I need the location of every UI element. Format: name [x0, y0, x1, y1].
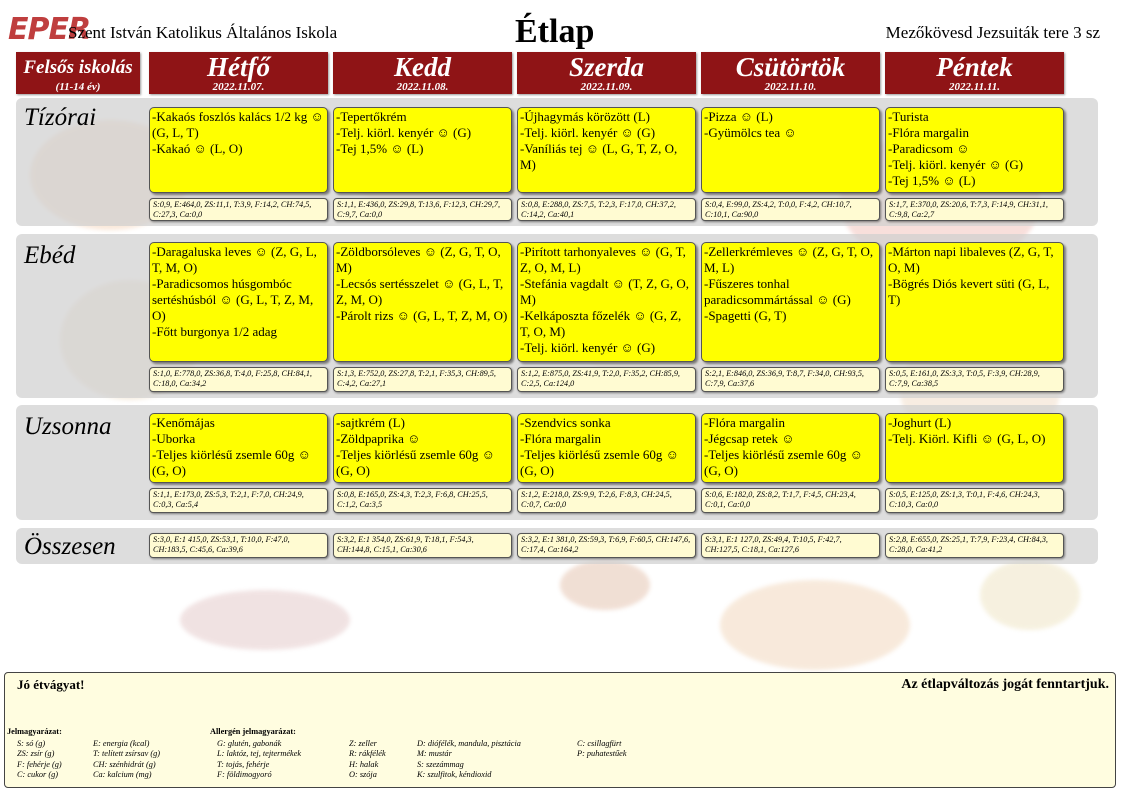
allergen-column: [577, 739, 627, 760]
totals-info: S:3,1, E:1 127,0, ZS:49,4, T:10,5, F:42,7, CH:127,5, C:18,1, Ca:127,6: [701, 533, 880, 558]
menu-item: -Telj. kiörl. kenyér ☺ (G): [888, 157, 1024, 172]
meal-label-ebed: Ebéd: [24, 242, 76, 269]
menu-cell: [149, 413, 328, 483]
menu-item: -Kenőmájas: [152, 415, 215, 430]
nutrition-info: S:0,8, E:165,0, ZS:4,3, T:2,3, F:6,8, CH:25,5, C:1,2, Ca:3,5: [333, 488, 512, 513]
day-name: Péntek: [936, 52, 1013, 82]
menu-item: -Zellerkrémleves ☺ (Z, G, T, O, M, L): [704, 244, 874, 275]
menu-item: -Pirított tarhonyaleves ☺ (G, T, Z, O, M, L): [520, 244, 686, 275]
nutrition-info: S:0,9, E:464,0, ZS:11,1, T:3,9, F:14,2, CH:74,5, C:27,3, Ca:0,0: [149, 198, 328, 221]
menu-item: -Flóra margalin: [888, 125, 969, 140]
legend-item: Ca: kalcium (mg): [93, 769, 152, 779]
menu-item: -Vaníliás tej ☺ (L, G, T, Z, O, M): [520, 141, 678, 172]
legend-item: S: só (g): [17, 739, 46, 748]
day-date: 2022.11.09.: [580, 81, 633, 93]
menu-item: -Paradicsom ☺: [888, 141, 970, 156]
menu-item: -Tepertőkrém: [336, 109, 407, 124]
menu-item: -Kakaós foszlós kalács 1/2 kg ☺ (G, L, T): [152, 109, 324, 140]
legend-title: Jelmagyarázat:: [7, 727, 62, 736]
day-header-thursday: [701, 52, 880, 94]
legend-item: F: fehérje (g): [17, 759, 62, 769]
allergen-column: [349, 739, 386, 780]
menu-item: -Párolt rizs ☺ (G, L, T, Z, M, O): [336, 308, 508, 323]
menu-cell: [885, 107, 1064, 193]
meal-label-uzsonna: Uzsonna: [24, 413, 112, 440]
menu-item: -Márton napi libaleves (Z, G, T, O, M): [888, 244, 1054, 275]
totals-info: S:3,2, E:1 381,0, ZS:59,3, T:6,9, F:60,5, CH:147,6, C:17,4, Ca:164,2: [517, 533, 696, 558]
day-header-monday: [149, 52, 328, 94]
meal-label-tizorai: Tízórai: [24, 104, 97, 131]
day-name: Csütörtök: [735, 52, 846, 82]
allergen-item: D: diófélék, mandula, pisztácia: [417, 739, 521, 748]
menu-item: -Jégcsap retek ☺: [704, 431, 795, 446]
day-date: 2022.11.11.: [948, 81, 1001, 93]
menu-item: -Gyümölcs tea ☺: [704, 125, 797, 140]
allergen-item: L: laktóz, tej, tejtermékek: [217, 749, 302, 759]
day-header-tuesday: [333, 52, 512, 94]
day-date: 2022.11.10.: [764, 81, 817, 93]
group-name: Felsős iskolás: [23, 57, 133, 78]
menu-cell: [333, 413, 512, 483]
menu-cell: [885, 413, 1064, 483]
legend-column: [93, 739, 160, 780]
menu-item: -Spagetti (G, T): [704, 308, 787, 323]
logo: EPER: [8, 12, 91, 47]
day-name: Hétfő: [207, 52, 270, 82]
menu-cell: [517, 413, 696, 483]
menu-item: -Teljes kiörlésű zsemle 60g ☺ (G, O): [336, 447, 495, 478]
legend-column: [17, 739, 62, 780]
legend-item: CH: szénhidrát (g): [93, 759, 156, 769]
nutrition-info: S:1,2, E:218,0, ZS:9,9, T:2,6, F:8,3, CH:24,5, C:0,7, Ca:0,0: [517, 488, 696, 513]
group-header: [16, 52, 140, 94]
menu-item: -Daragaluska leves ☺ (Z, G, L, T, M, O): [152, 244, 317, 275]
allergen-item: K: szulfitok, kéndioxid: [417, 769, 492, 779]
allergen-item: P: puhatestűek: [577, 749, 627, 759]
allergen-item: C: csillagfürt: [577, 739, 622, 748]
menu-item: -Zöldborsóleves ☺ (Z, G, T, O, M): [336, 244, 501, 275]
menu-item: -Flóra margalin: [704, 415, 785, 430]
day-date: 2022.11.08.: [396, 81, 449, 93]
menu-item: -Újhagymás körözött (L): [520, 109, 650, 124]
menu-cell: [701, 413, 880, 483]
menu-item: -Kakaó ☺ (L, O): [152, 141, 243, 156]
allergen-column: [217, 739, 301, 780]
day-name: Szerda: [568, 52, 644, 82]
page-title: Étlap: [515, 13, 595, 50]
nutrition-info: S:1,2, E:875,0, ZS:41,9, T:2,0, F:35,2, CH:85,9, C:2,5, Ca:124,0: [517, 367, 696, 392]
menu-cell: [333, 242, 512, 362]
allergen-item: M: mustár: [417, 749, 452, 759]
nutrition-info: S:0,5, E:161,0, ZS:3,3, T:0,5, F:3,9, CH:28,9, C:7,9, Ca:38,5: [885, 367, 1064, 392]
menu-cell: [149, 242, 328, 362]
menu-item: -Stefánia vagdalt ☺ (T, Z, G, O, M): [520, 276, 689, 307]
menu-item: -sajtkrém (L): [336, 415, 405, 430]
nutrition-info: S:1,0, E:778,0, ZS:36,8, T:4,0, F:25,8, CH:84,1, C:18,0, Ca:34,2: [149, 367, 328, 392]
group-age: (11-14 év): [55, 81, 101, 93]
legend-item: C: cukor (g): [17, 769, 59, 779]
menu-cell: [149, 107, 328, 193]
totals-info: S:2,8, E:655,0, ZS:25,1, T:7,9, F:23,4, CH:84,3, C:28,0, Ca:41,2: [885, 533, 1064, 558]
allergen-item: H: halak: [349, 759, 379, 769]
allergen-item: F: földimogyoró: [217, 769, 272, 779]
allergen-item: R: rákfélék: [349, 749, 386, 759]
menu-item: -Kelkáposzta főzelék ☺ (G, Z, T, O, M): [520, 308, 682, 339]
menu-item: -Telj. kiörl. kenyér ☺ (G): [520, 340, 656, 355]
nutrition-info: S:1,7, E:370,0, ZS:20,6, T:7,3, F:14,9, CH:31,1, C:9,8, Ca:2,7: [885, 198, 1064, 221]
menu-item: -Telj. kiörl. kenyér ☺ (G): [520, 125, 656, 140]
day-name: Kedd: [394, 52, 451, 82]
allergen-column: [417, 739, 521, 780]
nutrition-info: S:1,1, E:173,0, ZS:5,3, T:2,1, F:7,0, CH:24,9, C:0,3, Ca:5,4: [149, 488, 328, 513]
legend-item: ZS: zsír (g): [17, 749, 55, 759]
menu-item: -Szendvics sonka: [520, 415, 611, 430]
menu-item: -Tej 1,5% ☺ (L): [888, 173, 976, 188]
totals-label: Összesen: [24, 533, 116, 560]
nutrition-info: S:0,6, E:182,0, ZS:8,2, T:1,7, F:4,5, CH:23,4, C:0,1, Ca:0,0: [701, 488, 880, 513]
menu-cell: [333, 107, 512, 193]
school-address: Mezőkövesd Jezsuiták tere 3 sz: [885, 23, 1100, 42]
greeting: Jó étvágyat!: [17, 677, 85, 692]
allergen-title: Allergén jelmagyarázat:: [210, 727, 296, 736]
allergen-item: G: glutén, gabonák: [217, 739, 282, 748]
menu-cell: [701, 242, 880, 362]
menu-cell: [701, 107, 880, 193]
day-date: 2022.11.07.: [212, 81, 265, 93]
menu-cell: [885, 242, 1064, 362]
menu-cell: [517, 107, 696, 193]
menu-item: -Tej 1,5% ☺ (L): [336, 141, 424, 156]
menu-item: -Uborka: [152, 431, 196, 446]
footer-panel: [4, 672, 1116, 788]
menu-cell: [517, 242, 696, 362]
day-header-wednesday: [517, 52, 696, 94]
change-notice: Az étlapváltozás jogát fenntartjuk.: [901, 677, 1109, 692]
menu-item: -Paradicsomos húsgombóc sertéshúsból ☺ (G, L, T, Z, M, O): [152, 276, 314, 323]
nutrition-info: S:0,5, E:125,0, ZS:1,3, T:0,1, F:4,6, CH:24,3, C:10,3, Ca:0,0: [885, 488, 1064, 513]
menu-item: -Telj. Kiörl. Kifli ☺ (G, L, O): [888, 431, 1046, 446]
nutrition-info: S:1,3, E:752,0, ZS:27,8, T:2,1, F:35,3, CH:89,5, C:4,2, Ca:27,1: [333, 367, 512, 392]
menu-item: -Turista: [888, 109, 929, 124]
legend-item: E: energia (kcal): [93, 739, 150, 748]
legend-item: T: telített zsírsav (g): [93, 749, 161, 759]
allergen-item: S: szezámmag: [417, 759, 464, 769]
nutrition-info: S:1,1, E:436,0, ZS:29,8, T:13,6, F:12,3, CH:29,7, C:9,7, Ca:0,0: [333, 198, 512, 221]
nutrition-info: S:2,1, E:846,0, ZS:36,9, T:8,7, F:34,0, CH:93,5, C:7,9, Ca:37,6: [701, 367, 880, 392]
allergen-item: T: tojás, fehérje: [217, 759, 270, 769]
page-header: [0, 10, 1122, 50]
menu-item: -Bögrés Diós kevert süti (G, L, T): [888, 276, 1050, 307]
menu-item: -Fűszeres tonhal paradicsommártással ☺ (G): [704, 276, 851, 307]
school-name: Szent István Katolikus Általános Iskola: [68, 23, 338, 42]
allergen-item: O: szója: [349, 769, 377, 779]
nutrition-info: S:0,8, E:288,0, ZS:7,5, T:2,3, F:17,0, CH:37,2, C:14,2, Ca:40,1: [517, 198, 696, 221]
allergen-item: Z: zeller: [349, 739, 377, 748]
menu-item: -Főtt burgonya 1/2 adag: [152, 324, 278, 339]
menu-item: -Zöldpaprika ☺: [336, 431, 421, 446]
menu-item: -Joghurt (L): [888, 415, 952, 430]
menu-item: -Telj. kiörl. kenyér ☺ (G): [336, 125, 472, 140]
nutrition-info: S:0,4, E:99,0, ZS:4,2, T:0,0, F:4,2, CH:10,7, C:10,1, Ca:90,0: [701, 198, 880, 221]
menu-item: -Pizza ☺ (L): [704, 109, 773, 124]
menu-item: -Teljes kiörlésű zsemle 60g ☺ (G, O): [520, 447, 679, 478]
menu-item: -Lecsós sertésszelet ☺ (G, L, T, Z, M, O): [336, 276, 504, 307]
menu-item: -Teljes kiörlésű zsemle 60g ☺ (G, O): [704, 447, 863, 478]
totals-info: S:3,2, E:1 354,0, ZS:61,9, T:18,1, F:54,3, CH:144,8, C:15,1, Ca:30,6: [333, 533, 512, 558]
day-header-friday: [885, 52, 1064, 94]
menu-item: -Flóra margalin: [520, 431, 601, 446]
menu-item: -Teljes kiörlésű zsemle 60g ☺ (G, O): [152, 447, 311, 478]
totals-info: S:3,0, E:1 415,0, ZS:53,1, T:10,0, F:47,0, CH:183,5, C:45,6, Ca:39,6: [149, 533, 328, 558]
